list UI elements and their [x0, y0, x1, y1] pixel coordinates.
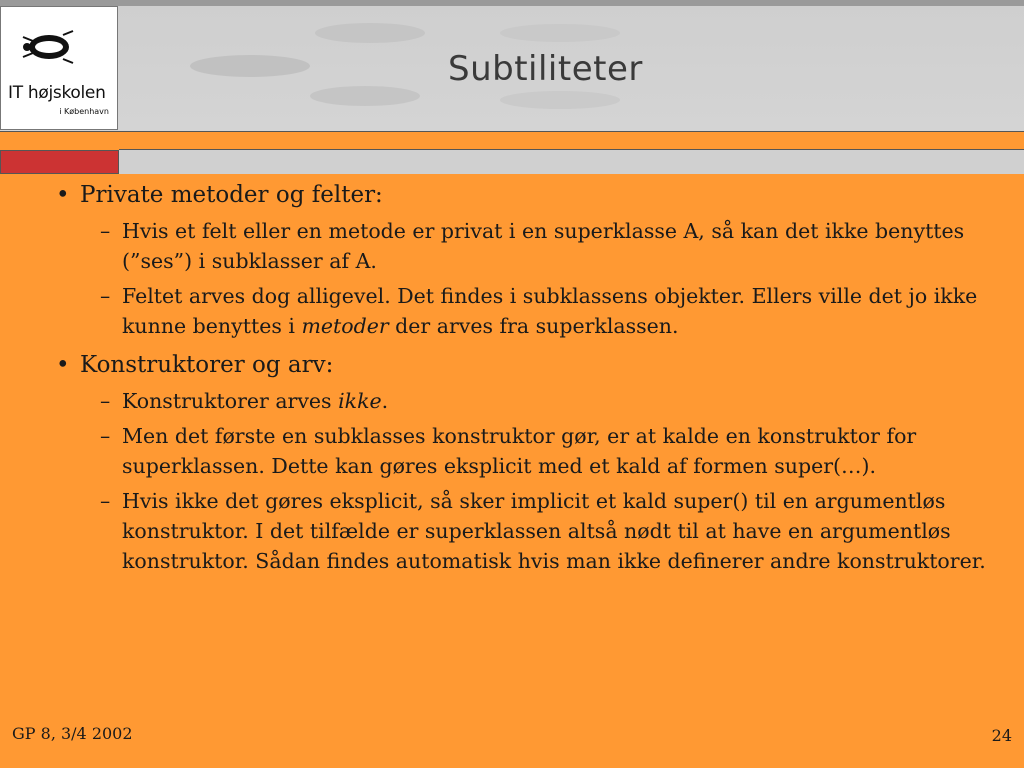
slide-content — [56, 180, 996, 585]
bullet-item — [56, 350, 996, 380]
dash-marker: – — [100, 284, 111, 308]
sub-bullet-text: . — [381, 389, 389, 413]
bullet-marker: • — [56, 182, 70, 208]
page-number: 24 — [991, 726, 1012, 745]
sub-bullet-item — [56, 216, 996, 276]
sub-bullet-text: Hvis et felt eller en metode er privat i en superklasse A, så kan det ikke benyttes (”ses”) i subklasser af A. — [122, 219, 965, 273]
dash-marker: – — [100, 489, 111, 513]
emphasis-text: ikke — [338, 389, 382, 413]
sub-bullet-text: der arves fra superklassen. — [388, 314, 679, 338]
sub-bullet-text: Feltet arves dog alligevel. Det findes i subklassens objekter. Ellers ville det jo ikke kunne benyttes i — [122, 284, 978, 338]
dash-marker: – — [100, 219, 111, 243]
gray-stripe — [119, 150, 1024, 174]
sub-bullet-list — [56, 216, 996, 341]
sub-bullet-item — [56, 386, 996, 416]
bullet-item — [56, 180, 996, 210]
bullet-text: Private metoder og felter: — [80, 182, 383, 208]
logo-bug-icon — [19, 29, 77, 65]
logo-subtitle: i København — [59, 107, 109, 116]
sub-bullet-item — [56, 421, 996, 481]
footer-date: GP 8, 3/4 2002 — [12, 724, 133, 743]
sub-bullet-text: Hvis ikke det gøres eksplicit, så sker implicit et kald super() til en argumentløs konstruktor. I det tilfælde er superklassen altså nødt til at have en argumentløs konstruktor. Sådan findes automatisk hvis man ikke definerer andre konstruktorer. — [122, 489, 986, 573]
sub-bullet-text: Men det første en subklasses konstruktor gør, er at kalde en konstruktor for superklassen. Dette kan gøres eksplicit med et kald af formen super(…). — [122, 424, 917, 478]
emphasis-text: metoder — [301, 314, 389, 338]
sub-bullet-item — [56, 281, 996, 341]
logo-name: IT højskolen — [8, 83, 106, 103]
sub-bullet-item — [56, 486, 996, 576]
dash-marker: – — [100, 389, 111, 413]
bullet-text: Konstruktorer og arv: — [80, 352, 334, 378]
logo — [0, 6, 118, 130]
sub-bullet-text: Konstruktorer arves — [122, 389, 339, 413]
sub-bullet-list — [56, 386, 996, 576]
red-accent-block — [0, 150, 119, 174]
slide-title: Subtiliteter — [448, 49, 643, 89]
left-orange-stripe — [0, 131, 119, 150]
dash-marker: – — [100, 424, 111, 448]
orange-stripe — [119, 131, 1024, 150]
bullet-marker: • — [56, 352, 70, 378]
